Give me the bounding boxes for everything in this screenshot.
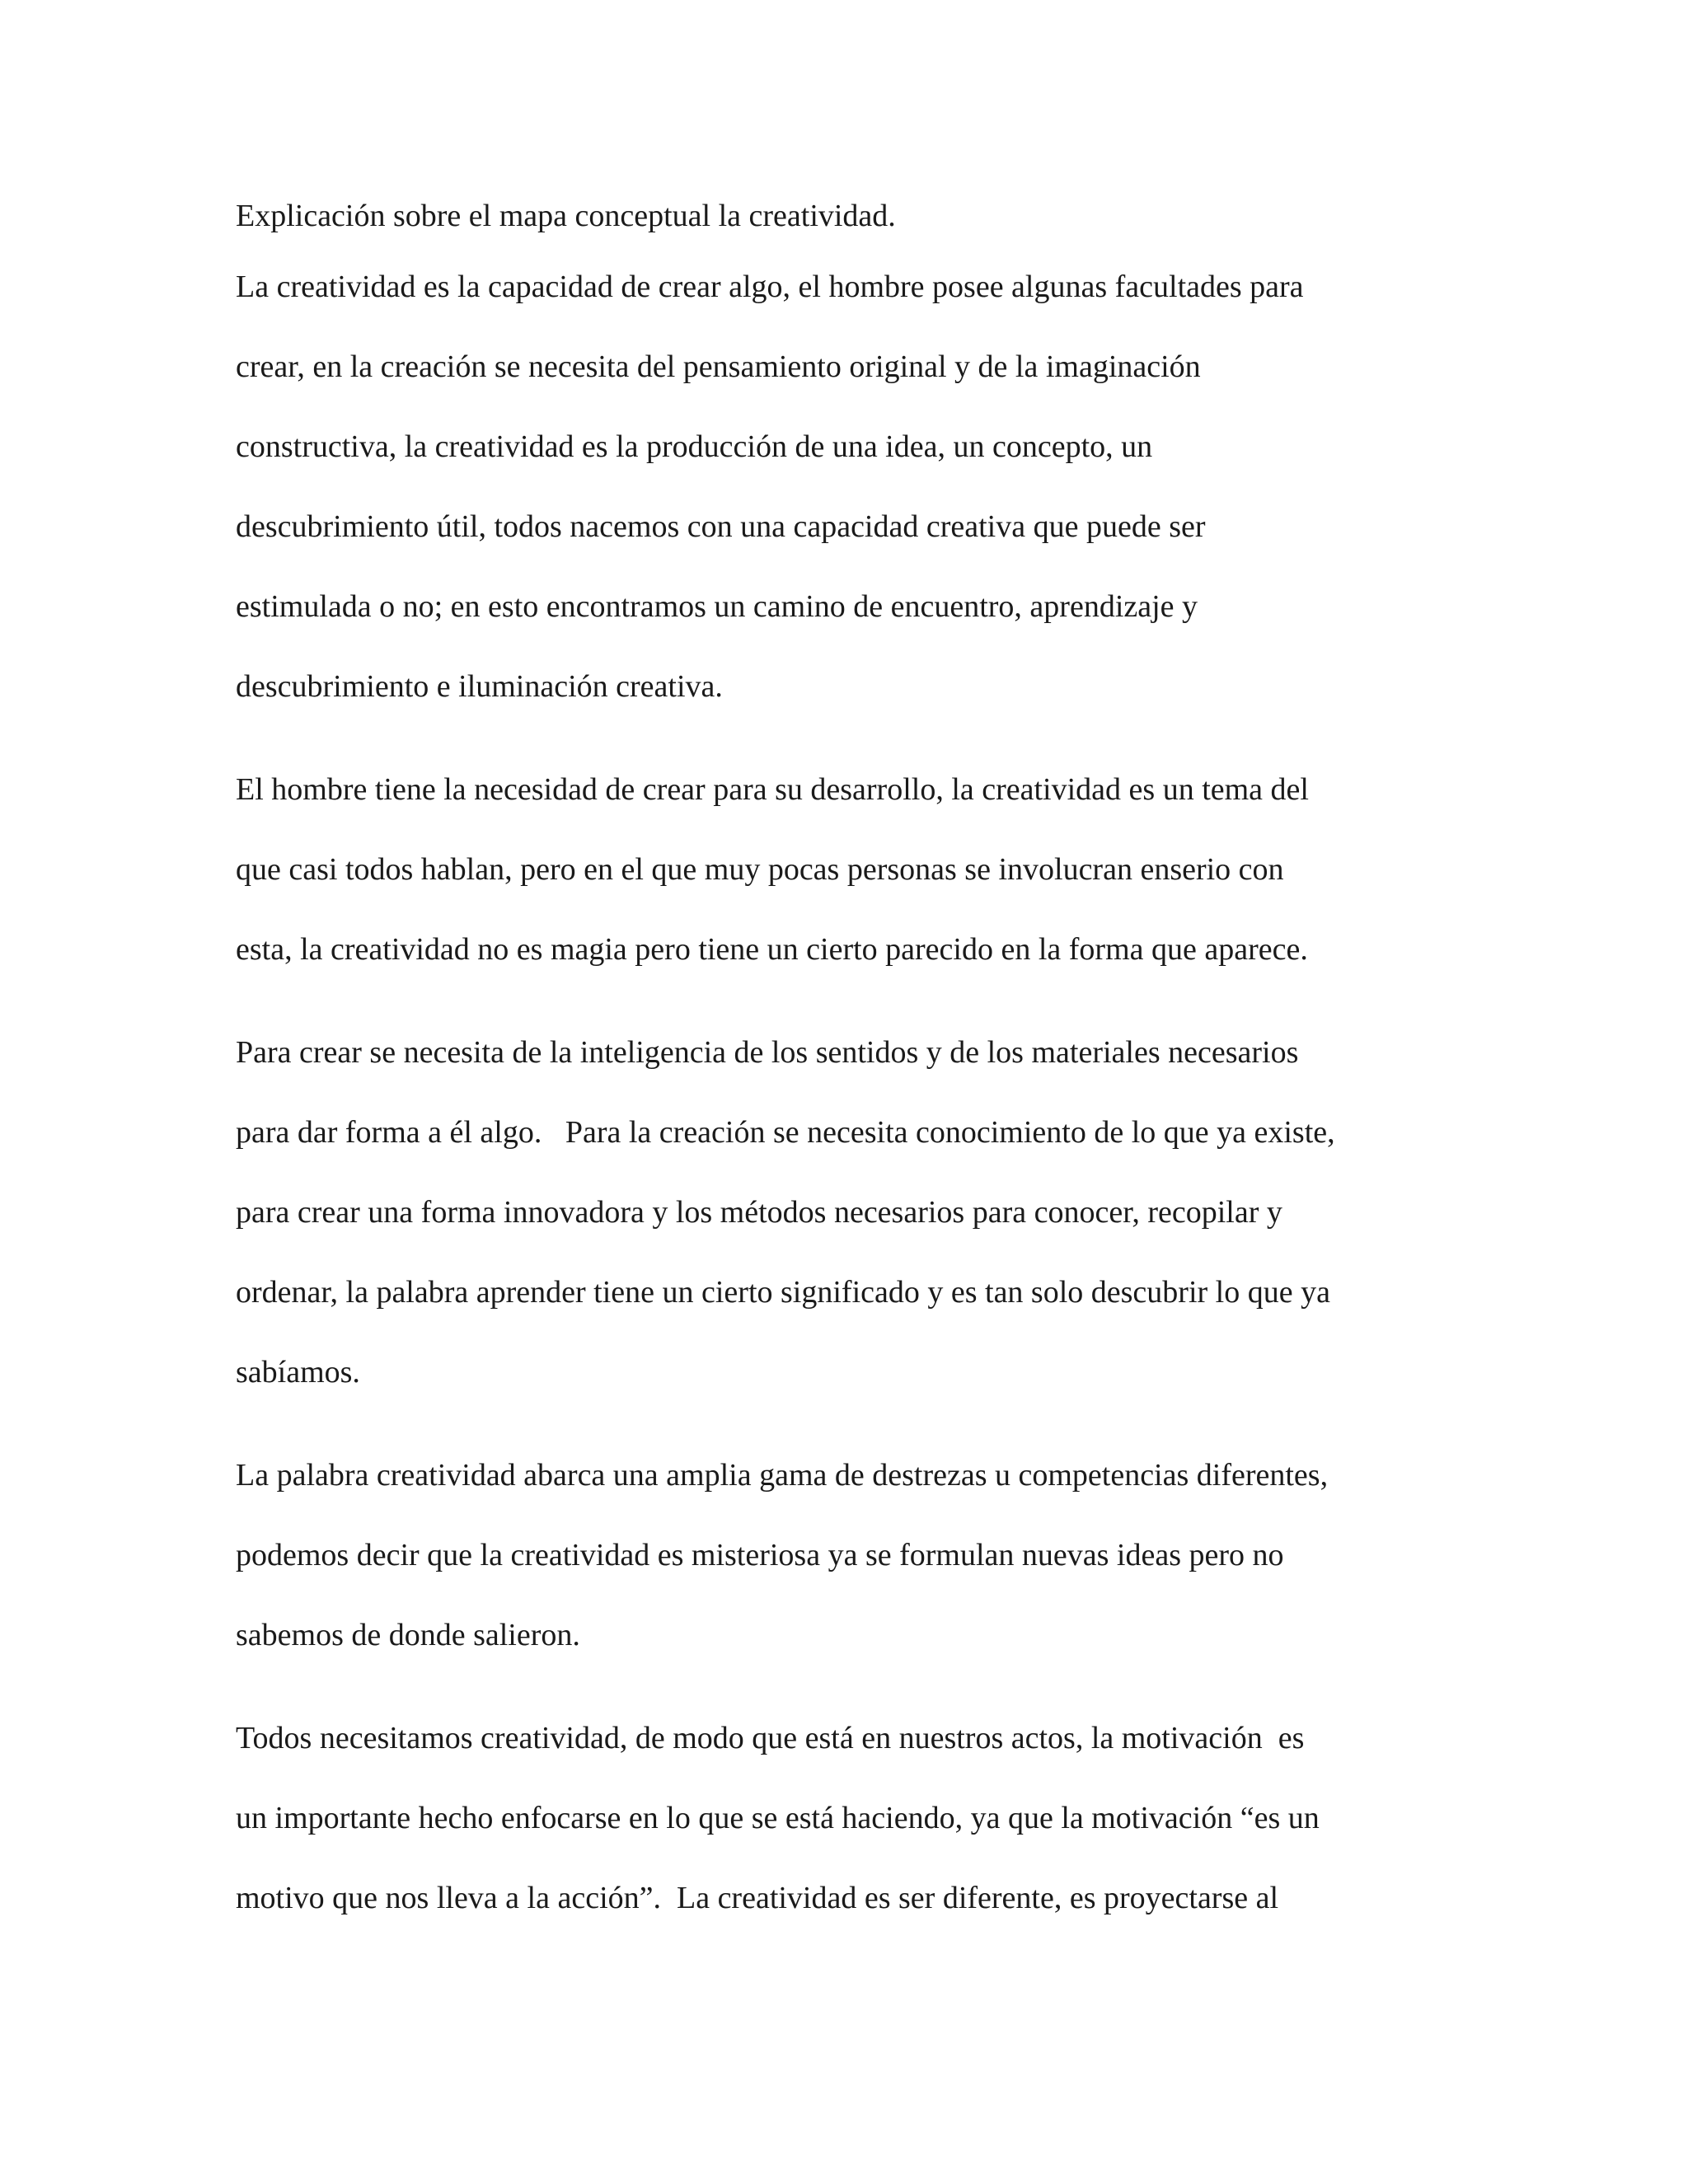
document-title: Explicación sobre el mapa conceptual la creatividad.	[236, 199, 896, 233]
text-line: crear, en la creación se necesita del pensamiento original y de la imaginación	[236, 349, 1201, 384]
text-line: Para crear se necesita de la inteligencia de los sentidos y de los materiales necesarios	[236, 1035, 1299, 1070]
text-line: Todos necesitamos creatividad, de modo que está en nuestros actos, la motivación es	[236, 1721, 1305, 1755]
paragraph-2	[236, 750, 1464, 990]
paragraph-4	[236, 1436, 1464, 1675]
text-line: estimulada o no; en esto encontramos un camino de encuentro, aprendizaje y	[236, 589, 1198, 624]
text-line: descubrimiento e iluminación creativa.	[236, 669, 723, 704]
text-line: sabemos de donde salieron.	[236, 1618, 580, 1652]
text-line: que casi todos hablan, pero en el que muy pocas personas se involucran enserio con	[236, 852, 1284, 887]
paragraph-spacer	[236, 1675, 1464, 1699]
text-line: El hombre tiene la necesidad de crear para su desarrollo, la creatividad es un tema del	[236, 772, 1309, 807]
text-line: un importante hecho enfocarse en lo que se está haciendo, ya que la motivación “es un	[236, 1801, 1320, 1835]
text-line: sabíamos.	[236, 1355, 360, 1390]
text-line: para crear una forma innovadora y los métodos necesarios para conocer, recopilar y	[236, 1195, 1282, 1230]
text-line: para dar forma a él algo. Para la creación se necesita conocimiento de lo que ya existe,	[236, 1115, 1335, 1150]
text-line: La palabra creatividad abarca una amplia gama de destrezas u competencias diferentes,	[236, 1458, 1329, 1493]
text-line: esta, la creatividad no es magia pero tiene un cierto parecido en la forma que aparece.	[236, 932, 1308, 967]
paragraph-spacer	[236, 727, 1464, 750]
text-line: constructiva, la creatividad es la producción de una idea, un concepto, un	[236, 429, 1153, 464]
text-line: descubrimiento útil, todos nacemos con una capacidad creativa que puede ser	[236, 509, 1206, 544]
text-line: La creatividad es la capacidad de crear algo, el hombre posee algunas facultades para	[236, 269, 1304, 304]
text-line: ordenar, la palabra aprender tiene un cierto significado y es tan solo descubrir lo que ya	[236, 1275, 1330, 1310]
paragraph-spacer	[236, 1413, 1464, 1436]
text-line: podemos decir que la creatividad es misteriosa ya se formulan nuevas ideas pero no	[236, 1538, 1284, 1572]
paragraph-spacer	[236, 990, 1464, 1013]
document-body	[236, 185, 1464, 1938]
paragraph-3	[236, 1013, 1464, 1413]
text-line: motivo que nos lleva a la acción”. La creatividad es ser diferente, es proyectarse al	[236, 1881, 1279, 1915]
paragraph-5	[236, 1699, 1464, 1938]
paragraph-1	[236, 247, 1464, 727]
